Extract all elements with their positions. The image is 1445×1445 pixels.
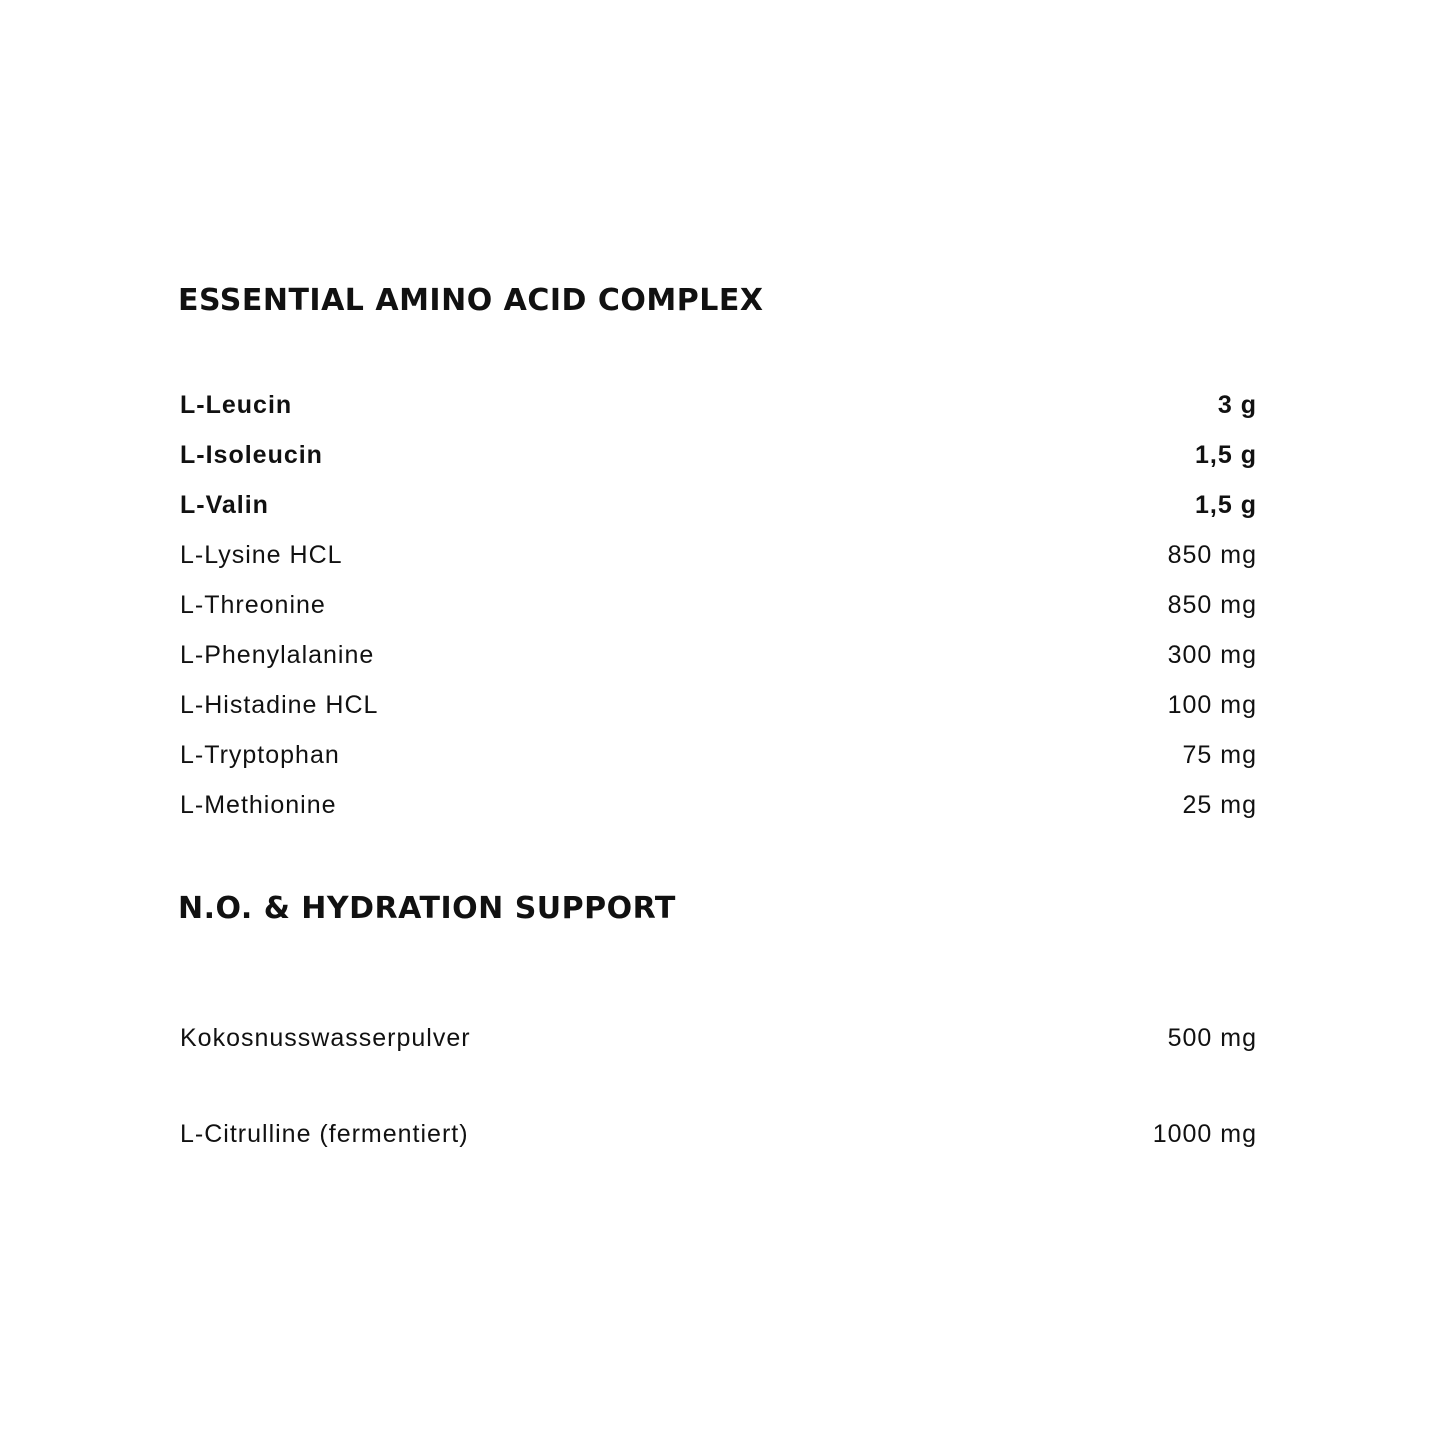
ingredient-name: L-Valin [180,490,269,519]
ingredient-row [180,630,1257,680]
section-title-amino: ESSENTIAL AMINO ACID COMPLEX [178,283,764,318]
ingredient-name: Kokosnusswasserpulver [180,1023,471,1052]
ingredient-row [180,430,1257,480]
ingredient-amount: 100 mg [1167,690,1257,719]
ingredient-name: L-Isoleucin [180,440,323,469]
amino-acid-list [180,380,1257,830]
ingredient-name: L-Histadine HCL [180,690,379,719]
ingredient-row [180,580,1257,630]
ingredient-amount: 3 g [1217,390,1257,419]
ingredient-amount: 1,5 g [1195,440,1257,469]
ingredient-row [180,1086,1257,1182]
ingredient-name: L-Leucin [180,390,293,419]
ingredient-row [180,780,1257,830]
ingredient-row [180,380,1257,430]
ingredient-amount: 25 mg [1182,790,1257,819]
ingredient-amount: 75 mg [1182,740,1257,769]
ingredient-row [180,680,1257,730]
ingredient-amount: 850 mg [1167,540,1257,569]
ingredient-name: L-Methionine [180,790,337,819]
ingredient-name: L-Phenylalanine [180,640,375,669]
ingredient-row [180,990,1257,1086]
ingredient-name: L-Tryptophan [180,740,340,769]
ingredient-amount: 850 mg [1167,590,1257,619]
ingredient-row [180,480,1257,530]
hydration-support-list [180,990,1257,1182]
ingredient-name: L-Citrulline (fermentiert) [180,1119,469,1148]
ingredient-amount: 1000 mg [1152,1119,1257,1148]
ingredient-row [180,730,1257,780]
ingredient-row [180,530,1257,580]
ingredient-name: L-Lysine HCL [180,540,343,569]
ingredient-name: L-Threonine [180,590,326,619]
ingredient-amount: 300 mg [1167,640,1257,669]
ingredient-amount: 500 mg [1167,1023,1257,1052]
ingredient-amount: 1,5 g [1195,490,1257,519]
section-title-hydration: N.O. & HYDRATION SUPPORT [178,891,676,926]
